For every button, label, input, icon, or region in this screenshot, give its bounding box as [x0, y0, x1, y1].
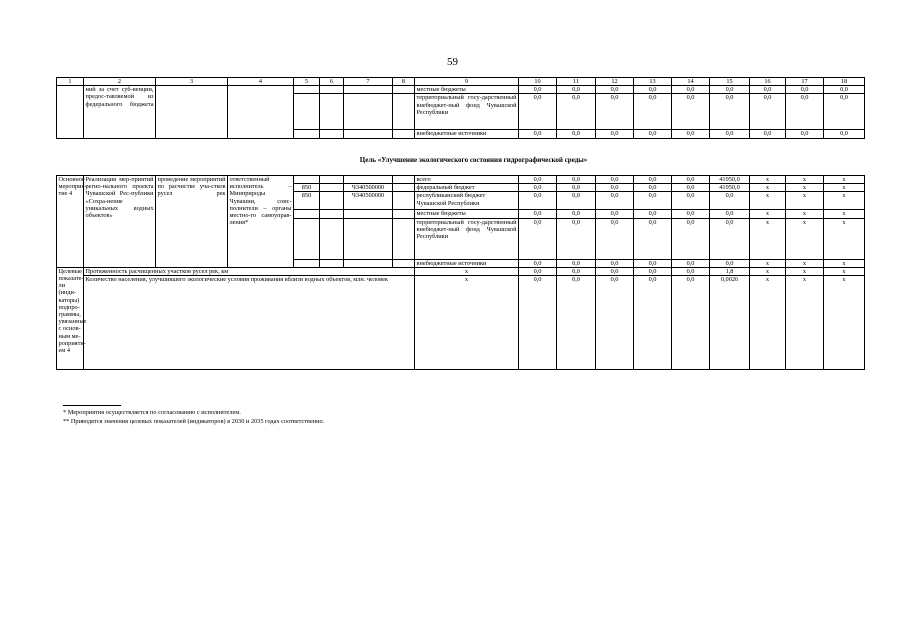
footnote-separator [63, 405, 121, 406]
value-cell: x [824, 210, 865, 218]
value-cell: 0,0 [557, 130, 596, 138]
value-cell: 0,0 [634, 276, 672, 370]
value-cell: 0,0 [519, 184, 557, 192]
main-event-description: Реализация мер-приятий регио-нального проекта Чувашской Рес-публики «Сохра-нение уникальных водных объектов» [84, 176, 156, 268]
value-cell: x [786, 184, 824, 192]
value-cell: 0,0 [672, 86, 710, 94]
value-cell: x [750, 218, 786, 259]
col-number: 18 [824, 78, 865, 86]
csr-code [344, 210, 393, 218]
value-cell: x [786, 218, 824, 259]
value-cell: 0,0 [557, 184, 596, 192]
value-cell: x [824, 218, 865, 259]
value-cell: 0,0 [596, 276, 634, 370]
value-cell: 0,0 [672, 218, 710, 259]
value-cell: x [824, 184, 865, 192]
value-cell: 0,0 [672, 184, 710, 192]
value-cell: 0,0 [824, 130, 865, 138]
table-row [57, 176, 865, 184]
value-cell: 0,0 [750, 86, 786, 94]
col-number: 3 [156, 78, 228, 86]
value-cell: 0,0 [519, 176, 557, 184]
csr-code: Ч340500000 [344, 192, 393, 210]
grbs-code [294, 176, 320, 184]
funding-source: территориальный госу-дарственный внебюджет-ный фонд Чувашской Республики [415, 94, 519, 130]
value-cell: 0,0 [710, 210, 750, 218]
main-event-executor: ответственный исполнитель – Минприроды Чувашии, соис-полнители – органы местно-го самоуправ-ления* [228, 176, 294, 268]
footnote: * Мероприятия осуществляется по согласованию с исполнителем. [63, 409, 241, 416]
value-cell: 0,0 [710, 192, 750, 210]
col-number: 12 [596, 78, 634, 86]
value-cell: 0,0 [710, 130, 750, 138]
col-number: 1 [57, 78, 84, 86]
value-cell: 0,0 [519, 192, 557, 210]
value-cell: 0,0 [634, 267, 672, 275]
value-cell: x [786, 259, 824, 267]
value-cell: 0,0 [634, 192, 672, 210]
csr-code [344, 218, 393, 259]
value-cell: 0,0 [557, 276, 596, 370]
value-cell: 41950,0 [710, 176, 750, 184]
target-indicators-label: Целевые показате-ли (инди-каторы) подпро-граммы, увязанные с основ-ным ме-роприяти-ем 4 [57, 267, 84, 369]
col-number: 6 [320, 78, 344, 86]
value-cell: 0,0 [519, 130, 557, 138]
value-cell: 0,0 [786, 86, 824, 94]
value-cell: 0,0 [634, 130, 672, 138]
value-cell: x [786, 276, 824, 370]
main-table [56, 175, 865, 370]
grbs-code [294, 218, 320, 259]
table-row [57, 267, 865, 275]
value-cell: 0,0 [672, 94, 710, 130]
value-cell: 0,0026 [710, 276, 750, 370]
value-cell: 0,0 [672, 259, 710, 267]
value-cell: x [750, 267, 786, 275]
value-cell: x [750, 276, 786, 370]
value-cell: 0,0 [786, 130, 824, 138]
value-cell: 0,0 [519, 94, 557, 130]
value-cell: 0,0 [596, 176, 634, 184]
value-cell: 0,0 [596, 86, 634, 94]
main-event-activity: проведение мероприятий по расчистке уча-стков русел рек [156, 176, 228, 268]
funding-source: внебюджетные источники [415, 259, 519, 267]
csr-code [344, 176, 393, 184]
funding-source: внебюджетные источники [415, 130, 519, 138]
col-number: 5 [294, 78, 320, 86]
value-cell: 0,0 [596, 130, 634, 138]
value-cell: 0,0 [596, 94, 634, 130]
funding-source: федеральный бюджет [415, 184, 519, 192]
value-cell: 0,0 [672, 276, 710, 370]
funding-source: всего [415, 176, 519, 184]
value-cell: 0,0 [824, 94, 865, 130]
value-cell: 0,0 [634, 94, 672, 130]
col-number: 15 [710, 78, 750, 86]
col-number: 10 [519, 78, 557, 86]
col-number: 17 [786, 78, 824, 86]
value-cell: 0,0 [634, 176, 672, 184]
funding-source: республиканский бюджет Чувашской Республики [415, 192, 519, 210]
grbs-code [294, 210, 320, 218]
value-cell: 0,0 [557, 210, 596, 218]
value-cell: 0,0 [596, 184, 634, 192]
value-cell: 41950,0 [710, 184, 750, 192]
value-cell: 0,0 [634, 210, 672, 218]
value-cell: 0,0 [634, 86, 672, 94]
value-cell: x [750, 259, 786, 267]
col-number: 13 [634, 78, 672, 86]
top-table [56, 77, 865, 139]
funding-source: территориальный госу-дарственный внебюджет-ный фонд Чувашской Республики [415, 218, 519, 259]
subvention-text: ний за счет суб-венции, предос-тавляемой из федерального бюджета [84, 86, 156, 138]
value-cell: x [824, 276, 865, 370]
col-number: 11 [557, 78, 596, 86]
column-number-row [57, 78, 865, 86]
value-cell: 0,0 [557, 267, 596, 275]
col-number: 2 [84, 78, 156, 86]
footnote: ** Приводятся значения целевых показателей (индикаторов) в 2030 и 2035 годах соответственно. [63, 418, 325, 425]
value-cell: 0,0 [596, 267, 634, 275]
value-cell: 0,0 [519, 276, 557, 370]
value-cell: x [786, 210, 824, 218]
grbs-code: 850 [294, 184, 320, 192]
value-cell: 0,0 [710, 94, 750, 130]
page-number: 59 [447, 56, 458, 68]
col-number: 16 [750, 78, 786, 86]
value-cell: 0,0 [519, 259, 557, 267]
value-cell: 0,0 [672, 267, 710, 275]
value-cell: 0,0 [519, 86, 557, 94]
value-cell: x [824, 192, 865, 210]
value-cell: x [750, 176, 786, 184]
value-cell: 0,0 [710, 259, 750, 267]
value-cell: 0,0 [557, 192, 596, 210]
value-cell: 0,0 [519, 267, 557, 275]
value-cell: x [750, 210, 786, 218]
value-cell: 0,0 [672, 210, 710, 218]
value-cell: x [750, 192, 786, 210]
value-cell: 0,0 [557, 259, 596, 267]
csr-code [344, 259, 393, 267]
value-cell: x [786, 192, 824, 210]
value-cell: 0,0 [596, 192, 634, 210]
grbs-code [294, 259, 320, 267]
value-cell: 0,0 [596, 210, 634, 218]
value-cell: 0,0 [557, 218, 596, 259]
value-cell: 0,0 [634, 218, 672, 259]
value-cell: 0,0 [750, 130, 786, 138]
value-cell: 0,0 [634, 184, 672, 192]
grbs-code: 850 [294, 192, 320, 210]
value-cell: x [824, 259, 865, 267]
value-cell: 0,0 [634, 259, 672, 267]
table-row [57, 276, 865, 370]
value-cell: 0,0 [596, 259, 634, 267]
value-cell: 0,0 [710, 86, 750, 94]
funding-source: местные бюджеты [415, 210, 519, 218]
col-number: 9 [415, 78, 519, 86]
value-cell: 0,0 [596, 218, 634, 259]
value-cell: 0,0 [672, 192, 710, 210]
value-cell: x [824, 176, 865, 184]
col-number: 14 [672, 78, 710, 86]
table-row [57, 86, 865, 94]
value-cell: 0,0 [786, 94, 824, 130]
value-cell: 0,0 [710, 218, 750, 259]
indicator-label: Протяженность расчищенных участков русел рек, км [84, 267, 415, 275]
value-cell: 0,0 [672, 176, 710, 184]
value-cell: 0,0 [557, 86, 596, 94]
value-cell: x [786, 176, 824, 184]
main-event-label: Основное мероприя-тие 4 [57, 176, 84, 268]
col-number: 4 [228, 78, 294, 86]
value-cell: x [824, 267, 865, 275]
value-cell: x [750, 184, 786, 192]
funding-source: местные бюджеты [415, 86, 519, 94]
value-cell: 0,0 [557, 176, 596, 184]
col-number: 7 [344, 78, 393, 86]
indicator-label: Количество населения, улучшившего экологические условия проживания вблизи водных объектов, млн. человек [84, 276, 415, 370]
value-cell: 0,0 [519, 210, 557, 218]
csr-code: Ч340500000 [344, 184, 393, 192]
value-cell: 0,0 [672, 130, 710, 138]
col-number: 8 [393, 78, 415, 86]
goal-title: Цель «Улучшение экологического состояния гидрографической среды» [359, 156, 588, 164]
value-cell: 0,0 [557, 94, 596, 130]
value-cell: 0,0 [750, 94, 786, 130]
indicator-x: x [415, 267, 519, 275]
value-cell: x [786, 267, 824, 275]
indicator-x: x [415, 276, 519, 370]
value-cell: 0,0 [824, 86, 865, 94]
value-cell: 1,8 [710, 267, 750, 275]
value-cell: 0,0 [519, 218, 557, 259]
